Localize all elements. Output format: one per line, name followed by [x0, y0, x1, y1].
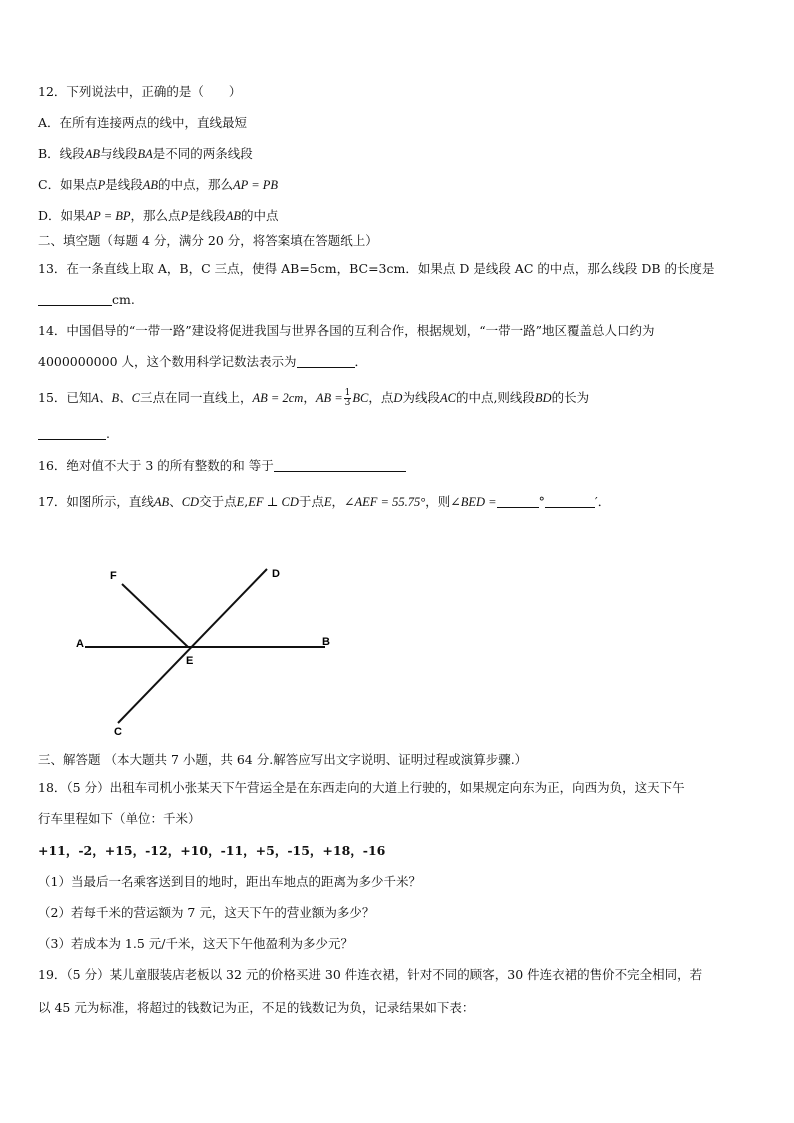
- q12-d-eq: AP = BP: [85, 209, 131, 223]
- q18-line2: 行车里程如下（单位：千米）: [38, 811, 201, 826]
- q14-line1: 14．中国倡导的“一带一路”建设将促进我国与世界各国的互利合作，根据规划，“一带一路”地区覆盖总人口约为: [38, 323, 655, 338]
- q19-line1: 19．（5 分）某儿童服装店老板以 32 元的价格买进 30 件连衣裙，针对不同的顾客，30 件连衣裙的售价不完全相同，若: [38, 967, 703, 982]
- q17-minute-blank[interactable]: [545, 495, 595, 508]
- q12-option-b: [38, 146, 764, 162]
- q16-text: 16．绝对值不大于 3 的所有整数的和 等于: [38, 458, 274, 473]
- q15-pt-d: D: [393, 391, 403, 405]
- line-ef: [122, 584, 188, 647]
- q15-seg-ac: AC: [439, 391, 456, 405]
- q12-d-pre: D．如果: [38, 208, 86, 223]
- q12-c-ab: AB: [142, 178, 159, 192]
- q17-e2: E: [323, 495, 332, 509]
- q16-line: [38, 458, 764, 474]
- q18-sub3: （3）若成本为 1.5 元/千米，这天下午他盈利为多少元？: [38, 936, 353, 951]
- q14-line2-text: 4000000000 人，这个数用科学记数法表示为: [38, 354, 297, 369]
- q15-line1: [38, 389, 764, 408]
- q18-mileage-numbers: +11，-2，+15，-12，+10，-11，+5，-15，+18，-16: [38, 843, 386, 858]
- q17-mid4: ，则: [425, 494, 451, 509]
- q15-seg-bd: BD: [534, 391, 552, 405]
- q12-c-pre: C．如果点: [38, 177, 98, 192]
- q12-option-a: A．在所有连接两点的线中，直线最短: [38, 115, 248, 130]
- q17-e1: E: [236, 495, 245, 509]
- q13-line2: [38, 292, 764, 308]
- q12-d-post: 的中点: [241, 208, 279, 223]
- q12-b-post: 是不同的两条线段: [152, 146, 253, 161]
- q12-option-c: [38, 177, 764, 193]
- q17-minute-symbol: ′: [594, 494, 598, 509]
- q15-eq1: AB = 2cm: [252, 391, 304, 405]
- q17-angle-bed: ∠BED =: [450, 495, 497, 509]
- label-d: D: [272, 568, 280, 580]
- q17-degree-blank[interactable]: [497, 495, 539, 508]
- q18-sub2: （2）若每千米的营运额为 7 元，这天下午的营业额为多少？: [38, 905, 375, 920]
- q12-d-p: P: [180, 209, 189, 223]
- q15-line2: [38, 426, 764, 442]
- q15-mid2: ，点: [368, 390, 394, 405]
- q15-post: 的长为: [551, 390, 590, 405]
- q13-line1: 13．在一条直线上取 A，B，C 三点，使得 AB=5cm，BC=3cm．如果点 D 是线段 AC 的中点，那么线段 DB 的长度是: [38, 261, 715, 276]
- q12-stem: 12．下列说法中，正确的是（ ）: [38, 84, 242, 99]
- q12-c-mid2: 的中点，那么: [158, 177, 234, 192]
- q13-answer-blank[interactable]: [38, 293, 112, 306]
- q17-geometry-figure: [70, 555, 350, 735]
- q16-answer-blank[interactable]: [274, 459, 406, 472]
- q19-line2: 以 45 元为标准，将超过的钱数记为正，不足的钱数记为负，记录结果如下表：: [38, 1000, 475, 1015]
- q15-eq2-post: BC: [352, 391, 369, 405]
- label-b: B: [322, 636, 330, 648]
- q17-sep: 、: [169, 494, 182, 509]
- q17-line: [38, 494, 764, 510]
- q12-d-mid: ，那么点: [130, 208, 181, 223]
- q17-cd: CD: [181, 495, 200, 509]
- q12-c-p: P: [97, 178, 106, 192]
- section-3-heading: 三、解答题 （本大题共 7 小题，共 64 分.解答应写出文字说明、证明过程或演算步骤.）: [38, 752, 528, 767]
- q12-b-ba: BA: [137, 147, 153, 161]
- q17-angle-aef: ∠AEF = 55.75°: [344, 495, 426, 509]
- q15-mid3: 为线段: [402, 390, 440, 405]
- q14-line2-suffix: ．: [354, 354, 368, 369]
- q12-b-pre: B．线段: [38, 146, 85, 161]
- q18-line1: 18．（5 分）出租车司机小张某天下午营运全是在东西走向的大道上行驶的，如果规定向东为正，向西为负，这天下午: [38, 780, 685, 795]
- q15-points: A、B、C: [91, 391, 141, 405]
- q17-degree-symbol: °: [538, 494, 545, 509]
- q15-line2-suffix: .: [106, 426, 110, 441]
- q12-b-mid: 与线段: [99, 146, 138, 161]
- q15-eq2-pre: AB =: [315, 391, 343, 405]
- q17-mid3: ，: [331, 494, 345, 509]
- q15-frac-num: 1: [344, 388, 351, 398]
- q15-answer-blank[interactable]: [38, 427, 106, 440]
- q15-mid4: 的中点,则线段: [455, 390, 535, 405]
- q14-line2: [38, 354, 764, 370]
- q17-mid1: 交于点: [199, 494, 237, 509]
- q17-end: ．: [597, 494, 611, 509]
- q17-pre: 17．如图所示，直线: [38, 494, 154, 509]
- label-a: A: [76, 638, 84, 650]
- q12-d-mid2: 是线段: [188, 208, 226, 223]
- q18-sub1: （1）当最后一名乘客送到目的地时，距出车地点的距离为多少千米？: [38, 874, 421, 889]
- q17-ab: AB: [153, 495, 170, 509]
- q15-sep: ，: [303, 390, 316, 405]
- q14-answer-blank[interactable]: [297, 355, 355, 368]
- q17-comma: ,: [244, 494, 249, 509]
- label-e: E: [186, 655, 194, 667]
- q12-b-ab: AB: [84, 147, 100, 161]
- q15-mid1: 三点在同一直线上，: [140, 390, 253, 405]
- q17-ef-perp: EF ⊥ CD: [248, 495, 299, 509]
- q12-option-d: [38, 208, 764, 224]
- q13-unit: cm.: [112, 292, 135, 307]
- q15-frac-den: 3: [344, 398, 351, 408]
- q17-mid2: 于点: [298, 494, 324, 509]
- section-2-heading: 二、填空题（每题 4 分，满分 20 分，将答案填在答题纸上）: [38, 233, 378, 248]
- q15-fraction: [344, 389, 352, 408]
- q12-d-ab: AB: [225, 209, 241, 223]
- q12-c-mid: 是线段: [105, 177, 143, 192]
- q12-c-eq: AP = PB: [233, 178, 279, 192]
- label-c: C: [114, 726, 122, 735]
- q15-pre: 15．已知: [38, 390, 92, 405]
- label-f: F: [110, 570, 117, 582]
